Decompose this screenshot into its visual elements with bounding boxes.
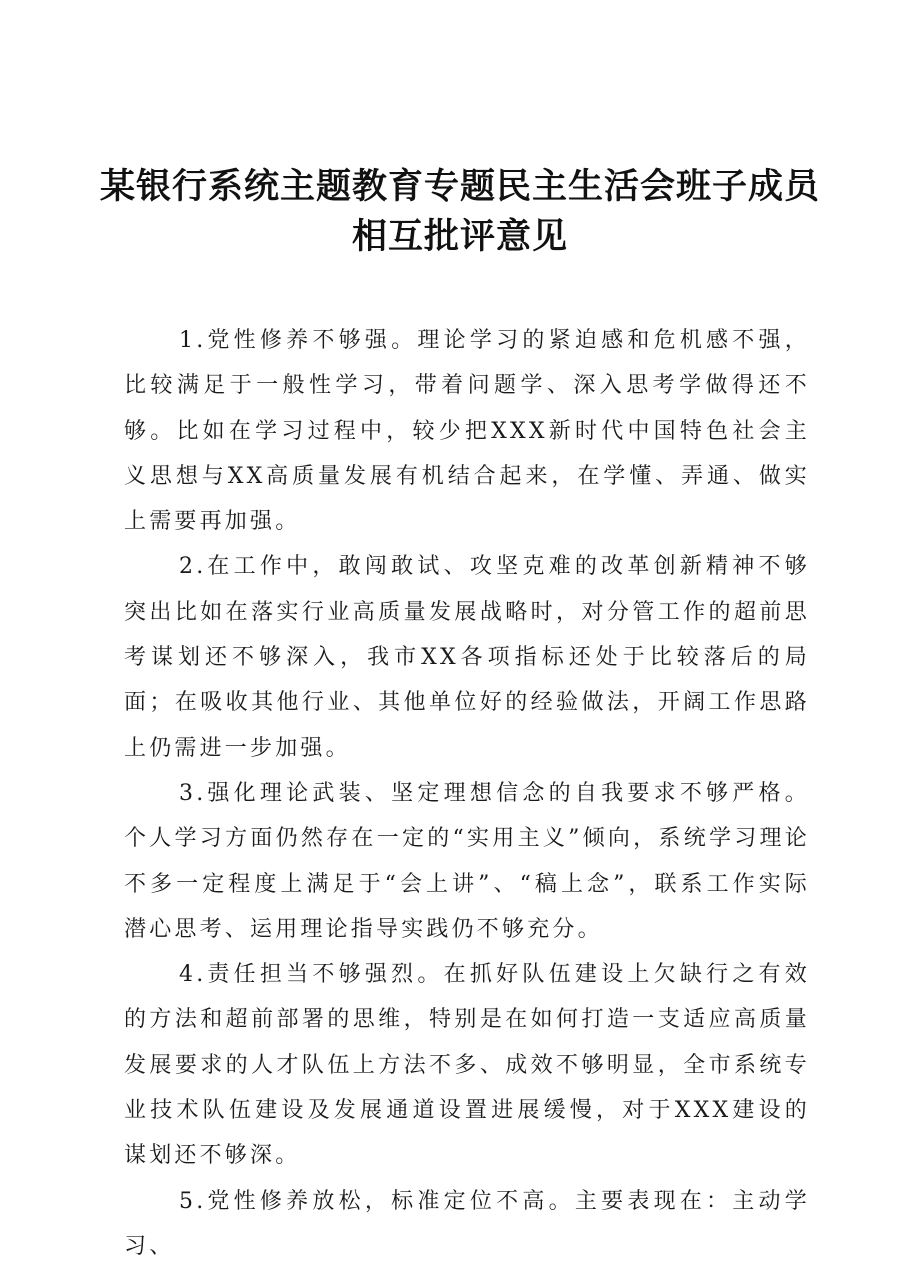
paragraph-2: 2.在工作中，敢闯敢试、攻坚克难的改革创新精神不够突出比如在落实行业高质量发展战略时，对分管工作的超前思考谋划还不够深入，我市XX各项指标还处于比较落后的局面；在吸收其他行业、其他单位好的经验做法，开阔工作思路上仍需进一步加强。 bbox=[124, 554, 810, 761]
paragraph-1: 1.党性修养不够强。理论学习的紧迫感和危机感不强，比较满足于一般性学习，带着问题学、深入思考学做得还不够。比如在学习过程中，较少把XXX新时代中国特色社会主义思想与XX高质量发展有机结合起来，在学懂、弄通、做实上需要再加强。 bbox=[124, 328, 810, 535]
paragraph-4: 4.责任担当不够强烈。在抓好队伍建设上欠缺行之有效的方法和超前部署的思维，特别是在如何打造一支适应高质量发展要求的人才队伍上方法不多、成效不够明显，全市系统专业技术队伍建设及发展通道设置进展缓慢，对于XXX建设的谋划还不够深。 bbox=[124, 962, 810, 1169]
document-title: 某银行系统主题教育专题民主生活会班子成员相互批评意见 bbox=[100, 166, 821, 257]
paragraph-5: 5.党性修养放松，标准定位不高。主要表现在：主动学习、 bbox=[124, 1188, 810, 1259]
document-body bbox=[124, 318, 810, 1269]
paragraph-3: 3.强化理论武装、坚定理想信念的自我要求不够严格。个人学习方面仍然存在一定的“实用主义”倾向，系统学习理论不多一定程度上满足于“会上讲”、“稿上念”，联系工作实际潜心思考、运用理论指导实践仍不够充分。 bbox=[124, 780, 810, 942]
